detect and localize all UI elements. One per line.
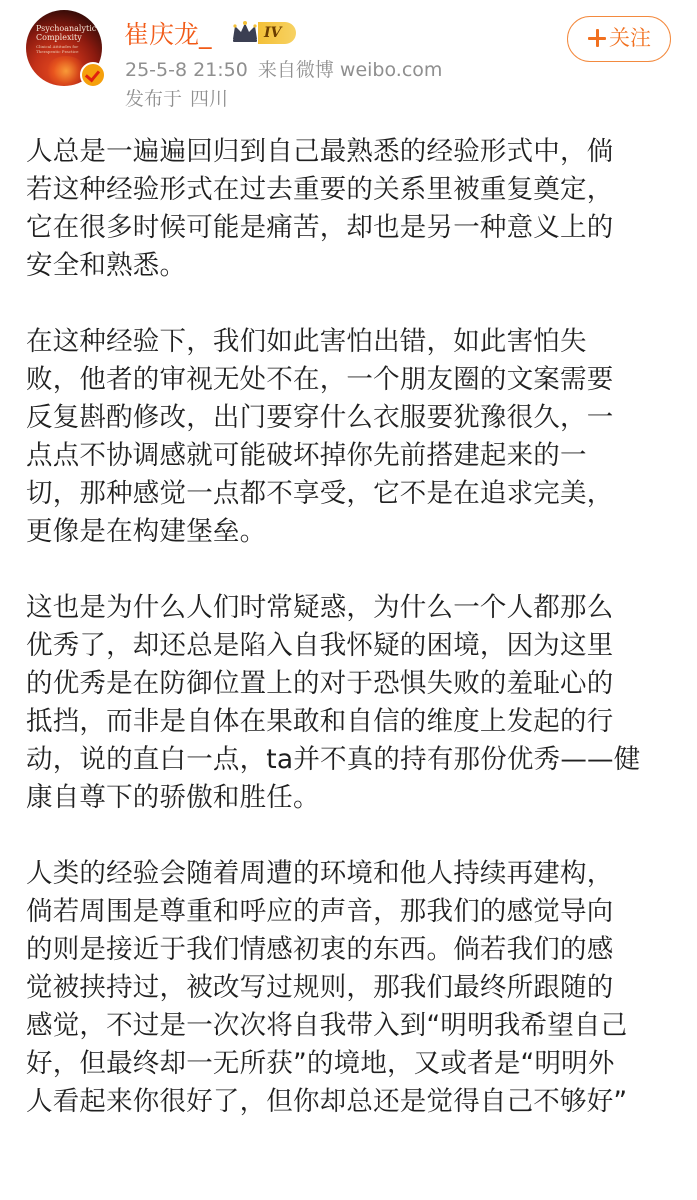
- text-line: 人总是一遍遍回归到自己最熟悉的经验形式中，倘: [26, 136, 614, 167]
- post-timestamp: 25-5-8 21:50: [125, 59, 248, 81]
- text-line: 的优秀是在防御位置上的对于恐惧失败的羞耻心的: [26, 668, 614, 699]
- paragraph-gap: [26, 817, 676, 855]
- text-line: 若这种经验形式在过去重要的关系里被重复奠定，: [26, 174, 614, 205]
- text-line: 好，但最终却一无所获”的境地，又或者是“明明外: [26, 1048, 615, 1079]
- paragraph-gap: [26, 285, 676, 323]
- username[interactable]: 崔庆龙_: [124, 20, 212, 49]
- text-line: 康自尊下的骄傲和胜任。: [26, 782, 320, 813]
- text-line: 在这种经验下，我们如此害怕出错，如此害怕失: [26, 326, 587, 357]
- avatar-book-subtitle: Clinical Attitudes for Therapeutic Practice: [36, 44, 79, 54]
- text-line: 抵挡，而非是自体在果敢和自信的维度上发起的行: [26, 706, 614, 737]
- follow-button[interactable]: [567, 16, 671, 62]
- location-prefix: 发布于: [125, 88, 183, 110]
- text-line: 倘若周围是尊重和呼应的声音，那我们的感觉导向: [26, 896, 614, 927]
- text-line: 人看起来你很好了，但你却总还是觉得自己不够好”: [26, 1086, 628, 1117]
- text-line: 觉被挟持过，被改写过规则，那我们最终所跟随的: [26, 972, 614, 1003]
- post-paragraph: [26, 133, 676, 285]
- post-location: [125, 87, 236, 111]
- text-line: 切，那种感觉一点都不享受，它不是在追求完美，: [26, 478, 614, 509]
- post-source[interactable]: 来自微博 weibo.com: [257, 59, 443, 81]
- avatar-book-title: Psychoanalytic Complexity: [36, 24, 97, 42]
- text-line: 点点不协调感就可能破坏掉你先前搭建起来的一: [26, 440, 587, 471]
- plus-icon: [587, 28, 607, 48]
- text-line: 它在很多时候可能是痛苦，却也是另一种意义上的: [26, 212, 614, 243]
- text-line: 反复斟酌修改，出门要穿什么衣服要犹豫很久，一: [26, 402, 614, 433]
- paragraph-gap: [26, 551, 676, 589]
- crown-icon: [230, 20, 260, 44]
- text-line: 败，他者的审视无处不在，一个朋友圈的文案需要: [26, 364, 614, 395]
- text-line: 的则是接近于我们情感初衷的东西。倘若我们的感: [26, 934, 614, 965]
- text-line: 优秀了，却还总是陷入自我怀疑的困境，因为这里: [26, 630, 614, 661]
- post-meta: [125, 58, 452, 82]
- post-body: [26, 133, 676, 1121]
- text-line: 这也是为什么人们时常疑惑，为什么一个人都那么: [26, 592, 614, 623]
- text-line: 更像是在构建堡垒。: [26, 516, 267, 547]
- level-badge: IV: [258, 22, 296, 44]
- text-line: 人类的经验会随着周遭的环境和他人持续再建构，: [26, 858, 614, 889]
- text-line: 安全和熟悉。: [26, 250, 187, 281]
- text-line: 感觉，不过是一次次将自我带入到“明明我希望自己: [26, 1010, 628, 1041]
- follow-label: 关注: [609, 26, 651, 50]
- verified-badge-icon: [80, 62, 106, 88]
- post-paragraph: [26, 589, 676, 817]
- text-line: 动，说的直白一点，ta并不真的持有那份优秀——健: [26, 744, 641, 775]
- post-paragraph: [26, 855, 676, 1121]
- post-header: [0, 0, 697, 118]
- post-paragraph: [26, 323, 676, 551]
- location-value: 四川: [190, 88, 229, 110]
